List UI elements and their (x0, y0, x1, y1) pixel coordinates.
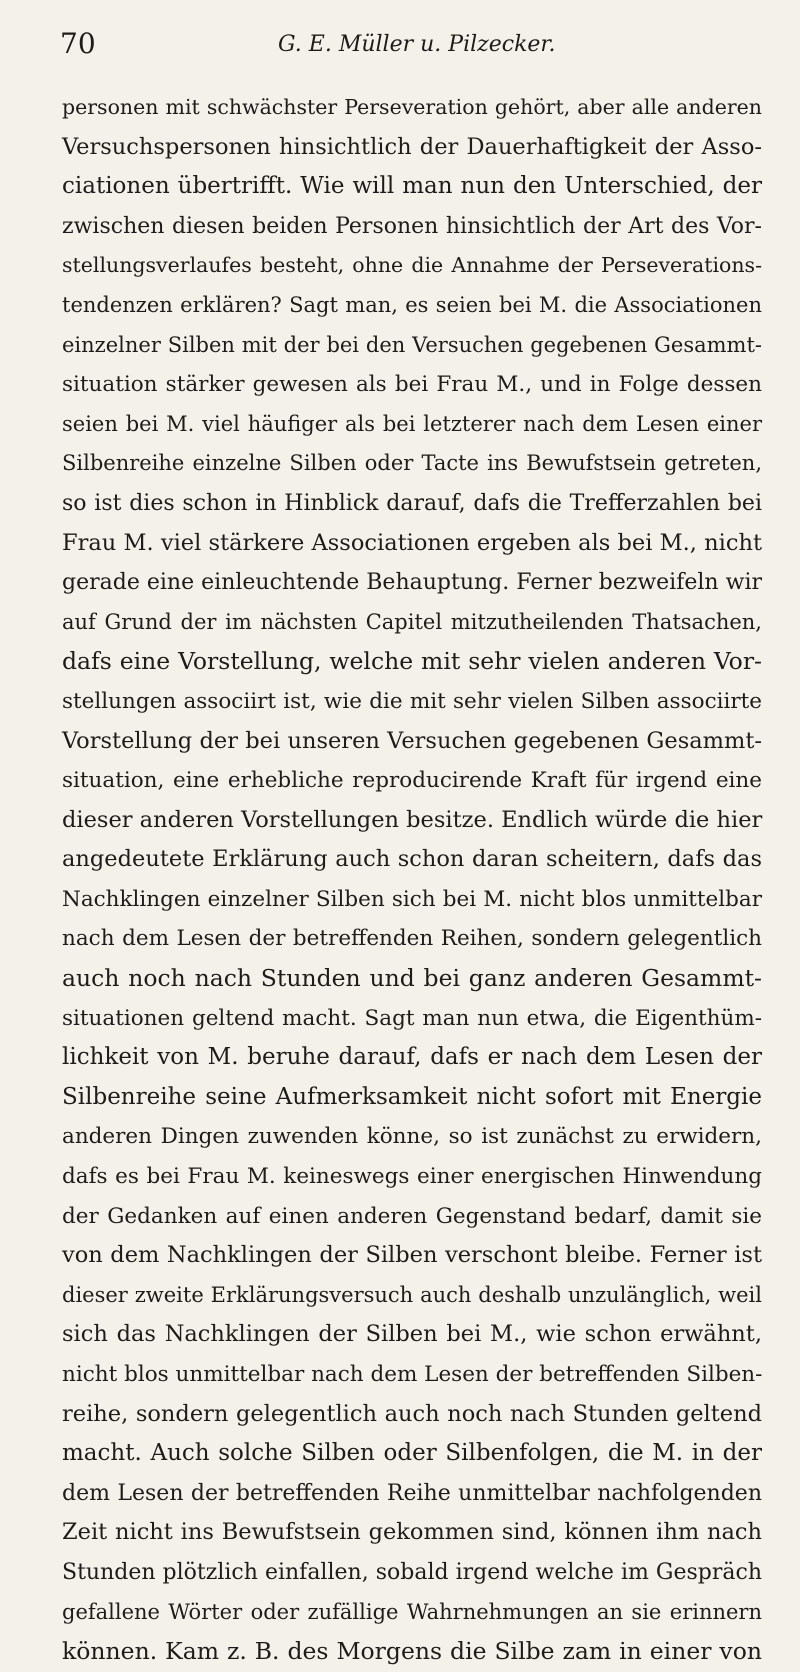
page-number: 70 (60, 27, 96, 60)
text-line: stellungen associirt ist, wie die mit sehr vielen Silben associirte (62, 688, 762, 714)
text-line: der Gedanken auf einen anderen Gegenstand bedarf, damit sie (62, 1203, 762, 1229)
text-line: auf Grund der im nächsten Capitel mitzutheilenden Thatsachen, (62, 609, 762, 634)
text-line: Stunden plötzlich einfallen, sobald irgend welche im Gespräch (62, 1559, 762, 1585)
text-line: dieser zweite Erklärungsversuch auch deshalb unzulänglich, weil (62, 1282, 762, 1307)
text-line: situationen geltend macht. Sagt man nun etwa, die Eigenthüm- (62, 1005, 762, 1031)
text-line: Zeit nicht ins Bewufstsein gekommen sind, können ihm nach (62, 1519, 762, 1546)
text-line: einzelner Silben mit der bei den Versuchen gegebenen Gesammt- (62, 332, 762, 357)
text-line: dieser anderen Vorstellungen besitze. Endlich würde die hier (62, 806, 763, 833)
text-line: können. Kam z. B. des Morgens die Silbe zam in einer von (62, 1637, 762, 1666)
text-line: Vorstellung der bei unseren Versuchen gegebenen Gesammt- (62, 727, 762, 754)
text-line: situation, eine erhebliche reproducirende Kraft für irgend eine (62, 768, 762, 794)
text-line: von dem Nachklingen der Silben verschont bleibe. Ferner ist (62, 1242, 762, 1269)
text-line: personen mit schwächster Perseveration gehört, aber alle anderen (62, 95, 762, 119)
text-line: Silbenreihe seine Aufmerksamkeit nicht sofort mit Energie (62, 1083, 762, 1110)
text-line: dafs es bei Frau M. keineswegs einer energischen Hinwendung (62, 1164, 762, 1190)
text-line: auch noch nach Stunden und bei ganz anderen Gesammt- (62, 964, 762, 993)
text-line: lichkeit von M. beruhe darauf, dafs er nach dem Lesen der (62, 1044, 762, 1071)
text-line: Frau M. viel stärkere Associationen ergeben als bei M., nicht (62, 529, 762, 556)
text-line: situation stärker gewesen als bei Frau M., und in Folge dessen (62, 372, 762, 398)
text-line: so ist dies schon in Hinblick darauf, dafs die Trefferzahlen bei (62, 490, 762, 516)
text-line: Silbenreihe einzelne Silben oder Tacte ins Bewufstsein getreten, (62, 451, 762, 476)
running-head: G. E. Müller u. Pilzecker. (278, 32, 556, 57)
text-line: Nachklingen einzelner Silben sich bei M. nicht blos unmittelbar (62, 886, 762, 912)
page-header (60, 24, 760, 64)
text-line: ciationen übertrifft. Wie will man nun den Unterschied, der (62, 173, 762, 200)
text-line: gerade eine einleuchtende Behauptung. Ferner bezweifeln wir (62, 570, 762, 596)
body-text (62, 88, 762, 1672)
text-line: stellungsverlaufes besteht, ohne die Annahme der Perseverations- (62, 253, 762, 278)
text-line: macht. Auch solche Silben oder Silbenfolgen, die M. in der (62, 1440, 762, 1467)
text-line: angedeutete Erklärung auch schon daran scheitern, dafs das (62, 846, 762, 873)
text-line: Versuchspersonen hinsichtlich der Dauerhaftigkeit der Asso- (62, 133, 762, 160)
text-line: gefallene Wörter oder zufällige Wahrnehmungen an sie erinnern (62, 1599, 762, 1624)
text-line: seien bei M. viel häufiger als bei letzterer nach dem Lesen einer (62, 411, 762, 436)
text-line: reihe, sondern gelegentlich auch noch nach Stunden geltend (62, 1400, 762, 1427)
text-line: zwischen diesen beiden Personen hinsichtlich der Art des Vor- (62, 213, 762, 239)
text-line: dafs eine Vorstellung, welche mit sehr vielen anderen Vor- (62, 647, 762, 676)
text-line: nicht blos unmittelbar nach dem Lesen der betreffenden Silben- (62, 1362, 763, 1387)
text-line: nach dem Lesen der betreffenden Reihen, sondern gelegentlich (62, 926, 762, 952)
text-line: dem Lesen der betreffenden Reihe unmittelbar nachfolgenden (62, 1480, 762, 1506)
text-line: tendenzen erklären? Sagt man, es seien bei M. die Associationen (62, 292, 762, 317)
text-line: anderen Dingen zuwenden könne, so ist zunächst zu erwidern, (62, 1124, 762, 1150)
text-line: sich das Nachklingen der Silben bei M., wie schon erwähnt, (62, 1321, 762, 1348)
